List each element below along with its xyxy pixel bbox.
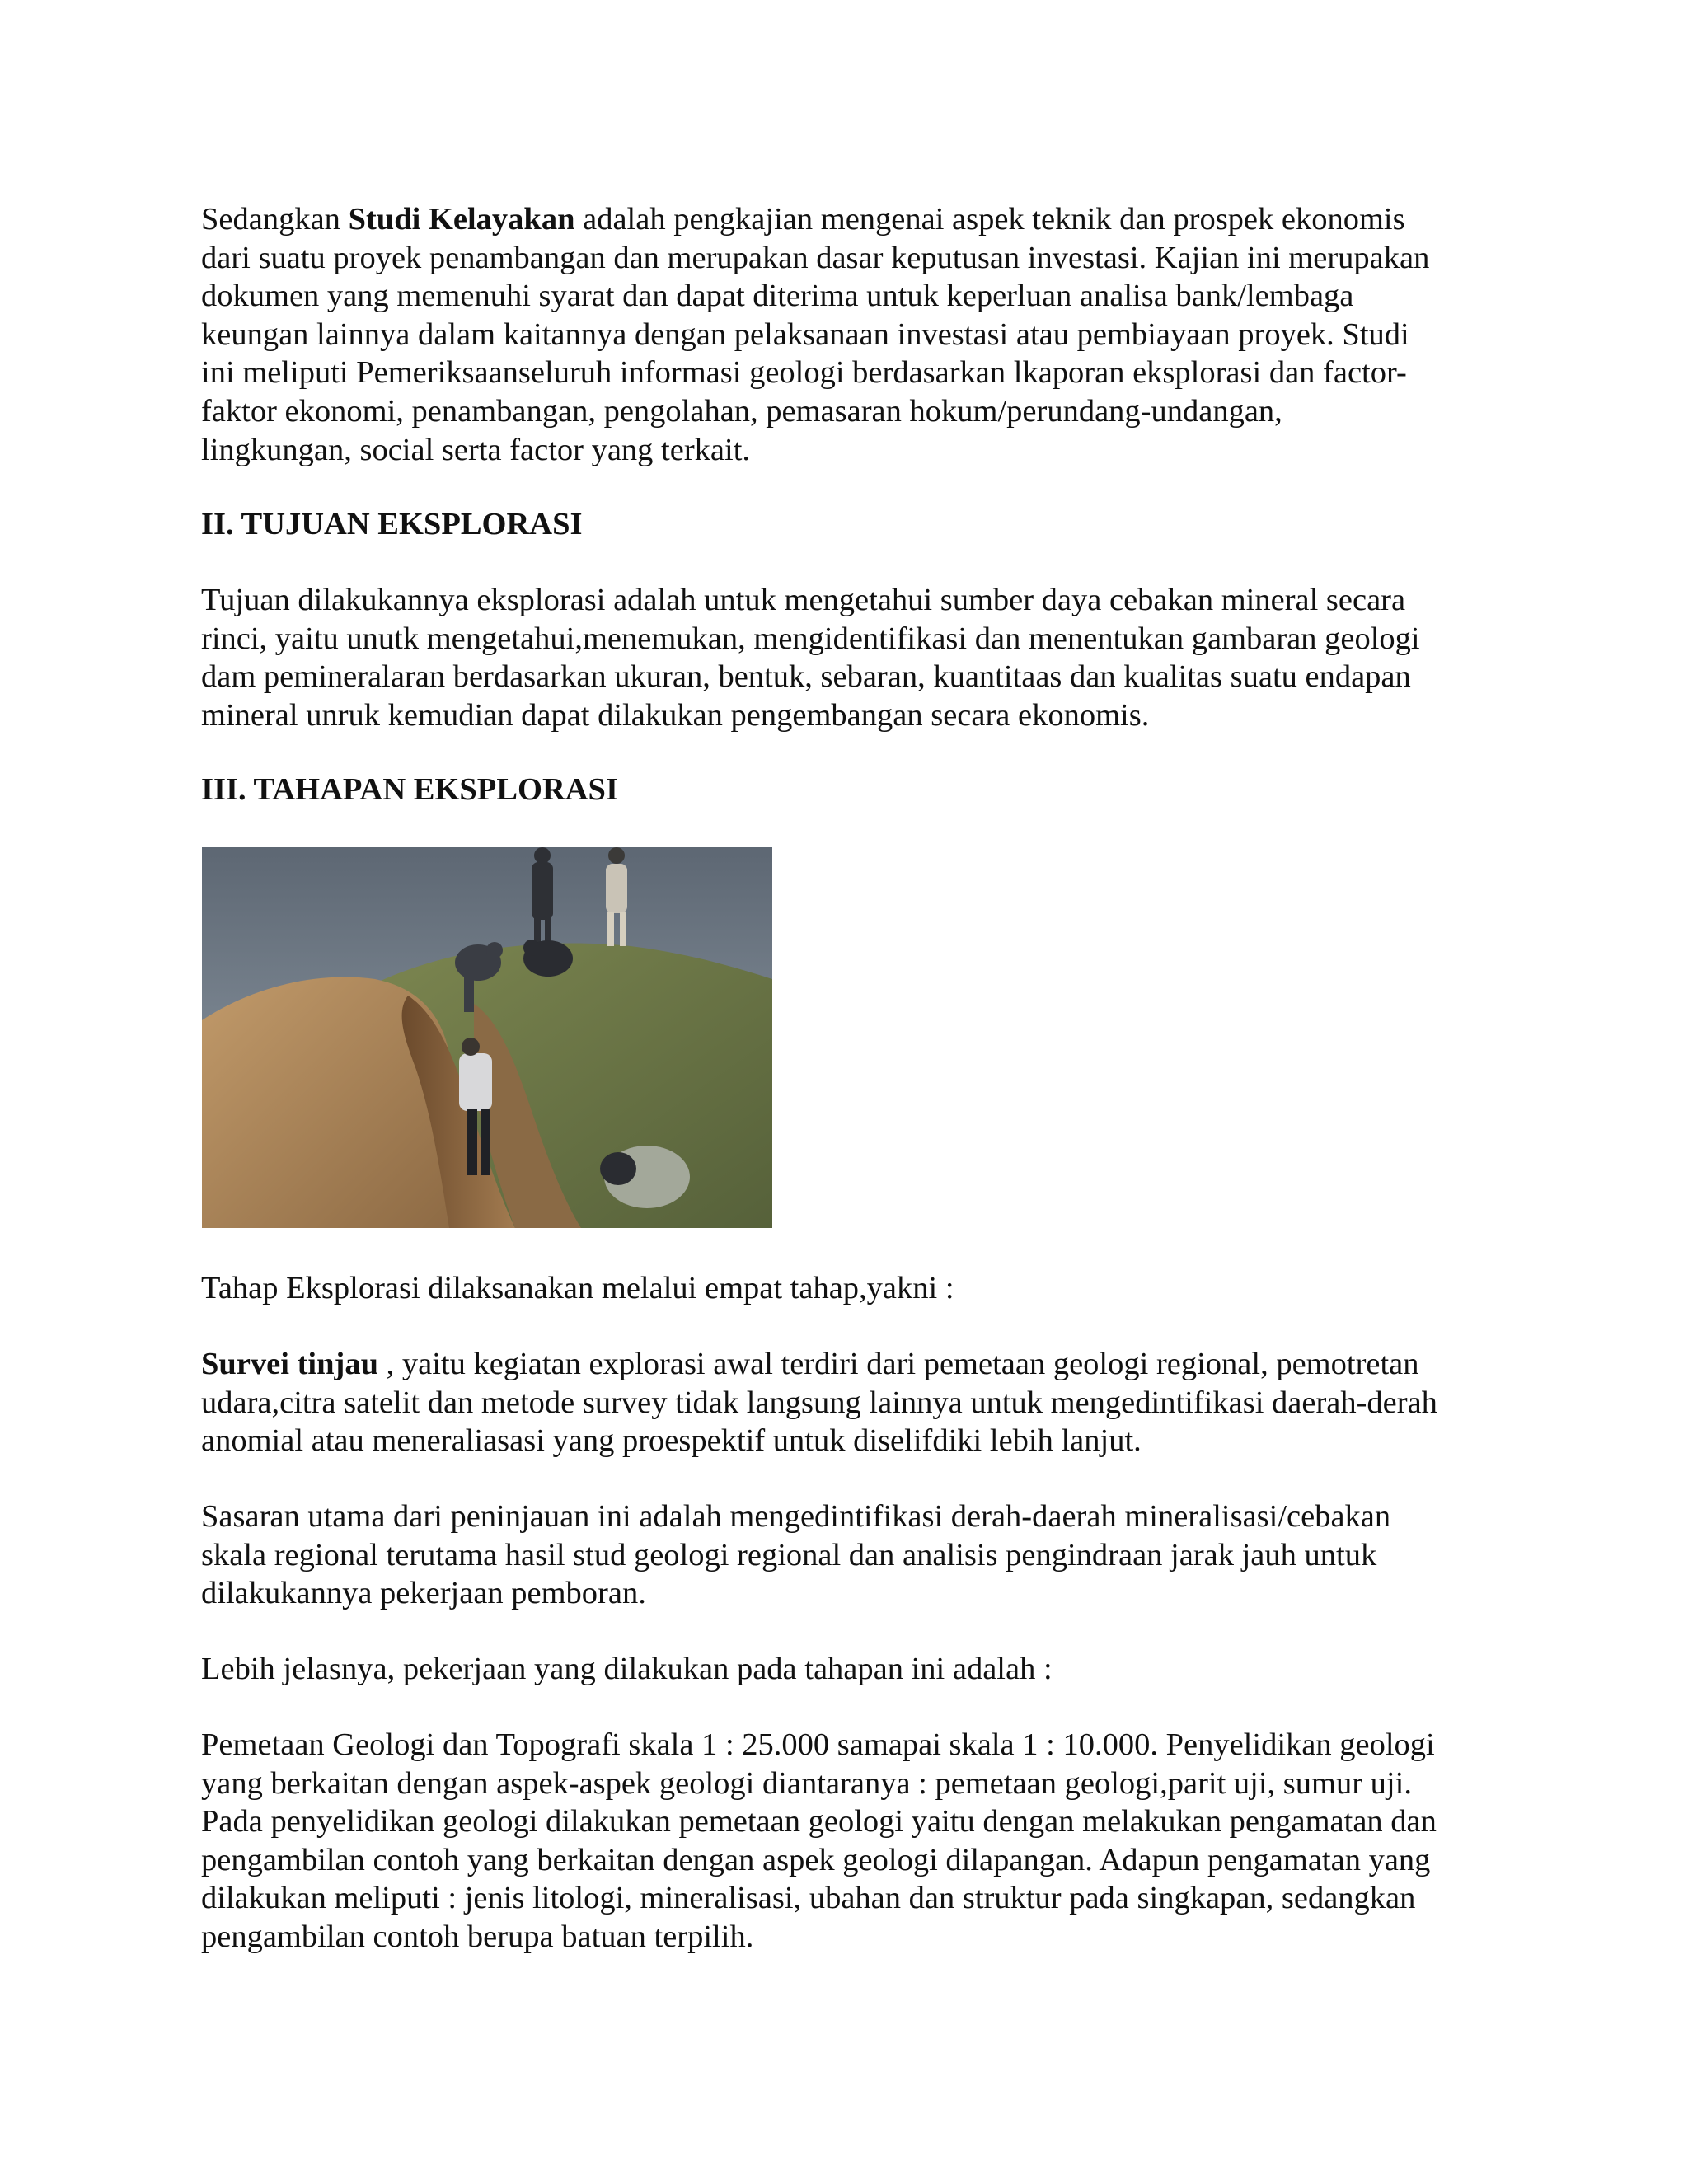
survei-tinjau-paragraph	[201, 1345, 1503, 1460]
paragraph-line: keungan lainnya dalam kaitannya dengan pelaksanaan investasi atau pembiayaan proyek. Studi	[201, 316, 1409, 352]
paragraph-line: faktor ekonomi, penambangan, pengolahan, pemasaran hokum/perundang-undangan,	[201, 393, 1282, 429]
paragraph-line: mineral unruk kemudian dapat dilakukan pengembangan secara ekonomis.	[201, 697, 1150, 733]
paragraph-line: Tahap Eksplorasi dilaksanakan melalui empat tahap,yakni :	[201, 1271, 954, 1305]
paragraph-line: dam pemineralaran berdasarkan ukuran, bentuk, sebaran, kuantitaas dan kualitas suatu endapan	[201, 659, 1411, 695]
paragraph-line	[201, 1345, 1503, 1384]
lebih-jelasnya-paragraph	[201, 1650, 1503, 1689]
paragraph-line: anomial atau meneraliasasi yang proespektif untuk diselifdiki lebih lanjut.	[201, 1423, 1142, 1459]
paragraph-line: yang berkaitan dengan aspek-aspek geologi diantaranya : pemetaan geologi,parit uji, sumur uji.	[201, 1765, 1412, 1801]
studi-kelayakan-paragraph	[201, 200, 1503, 469]
sasaran-paragraph	[201, 1497, 1503, 1613]
pemetaan-paragraph	[201, 1726, 1503, 1957]
trench-excavation-photo	[202, 847, 772, 1228]
text-fragment: Sedangkan	[201, 202, 349, 237]
section-heading-tujuan: II. TUJUAN EKSPLORASI	[201, 507, 583, 541]
paragraph-line: dokumen yang memenuhi syarat dan dapat diterima untuk keperluan analisa bank/lembaga	[201, 279, 1354, 314]
paragraph-line: lingkungan, social serta factor yang terkait.	[201, 432, 751, 467]
paragraph-line: rinci, yaitu unutk mengetahui,menemukan, mengidentifikasi dan menentukan gambaran geologi	[201, 621, 1420, 656]
paragraph-line: Pada penyelidikan geologi dilakukan pemetaan geologi yaitu dengan melakukan pengamatan dan	[201, 1804, 1437, 1840]
tahap-intro-paragraph	[201, 1269, 1503, 1308]
paragraph-line: Tujuan dilakukannya eksplorasi adalah untuk mengetahui sumber daya cebakan mineral secara	[201, 583, 1406, 617]
tujuan-paragraph	[201, 581, 1503, 734]
paragraph-line: dari suatu proyek penambangan dan merupakan dasar keputusan investasi. Kajian ini merupakan	[201, 240, 1430, 275]
text-fragment: , yaitu kegiatan explorasi awal terdiri dari pemetaan geologi regional, pemotretan	[377, 1347, 1419, 1381]
paragraph-line	[201, 200, 1503, 239]
paragraph-line: Lebih jelasnya, pekerjaan yang dilakukan pada tahapan ini adalah :	[201, 1652, 1053, 1686]
paragraph-line: Pemetaan Geologi dan Topografi skala 1 : 25.000 samapai skala 1 : 10.000. Penyelidikan geologi	[201, 1727, 1435, 1762]
section-heading-tahapan: III. TAHAPAN EKSPLORASI	[201, 772, 618, 807]
text-fragment: adalah pengkajian mengenai aspek teknik dan prospek ekonomis	[574, 202, 1405, 237]
paragraph-line: ini meliputi Pemeriksaanseluruh informasi geologi berdasarkan lkaporan eksplorasi dan factor-	[201, 355, 1407, 391]
paragraph-line: Sasaran utama dari peninjauan ini adalah mengedintifikasi derah-daerah mineralisasi/cebakan	[201, 1499, 1391, 1534]
bold-term-studi-kelayakan: Studi Kelayakan	[348, 202, 575, 237]
paragraph-line: pengambilan contoh berupa batuan terpilih.	[201, 1919, 754, 1954]
bold-term-survei-tinjau: Survei tinjau	[201, 1347, 378, 1381]
paragraph-line: pengambilan contoh yang berkaitan dengan aspek geologi dilapangan. Adapun pengamatan yang	[201, 1842, 1431, 1877]
paragraph-line: udara,citra satelit dan metode survey tidak langsung lainnya untuk mengedintifikasi daerah-derah	[201, 1385, 1437, 1420]
paragraph-line: skala regional terutama hasil stud geologi regional dan analisis pengindraan jarak jauh untuk	[201, 1537, 1377, 1572]
paragraph-line: dilakukan meliputi : jenis litologi, mineralisasi, ubahan dan struktur pada singkapan, sedangkan	[201, 1881, 1416, 1916]
paragraph-line: dilakukannya pekerjaan pemboran.	[201, 1576, 646, 1611]
